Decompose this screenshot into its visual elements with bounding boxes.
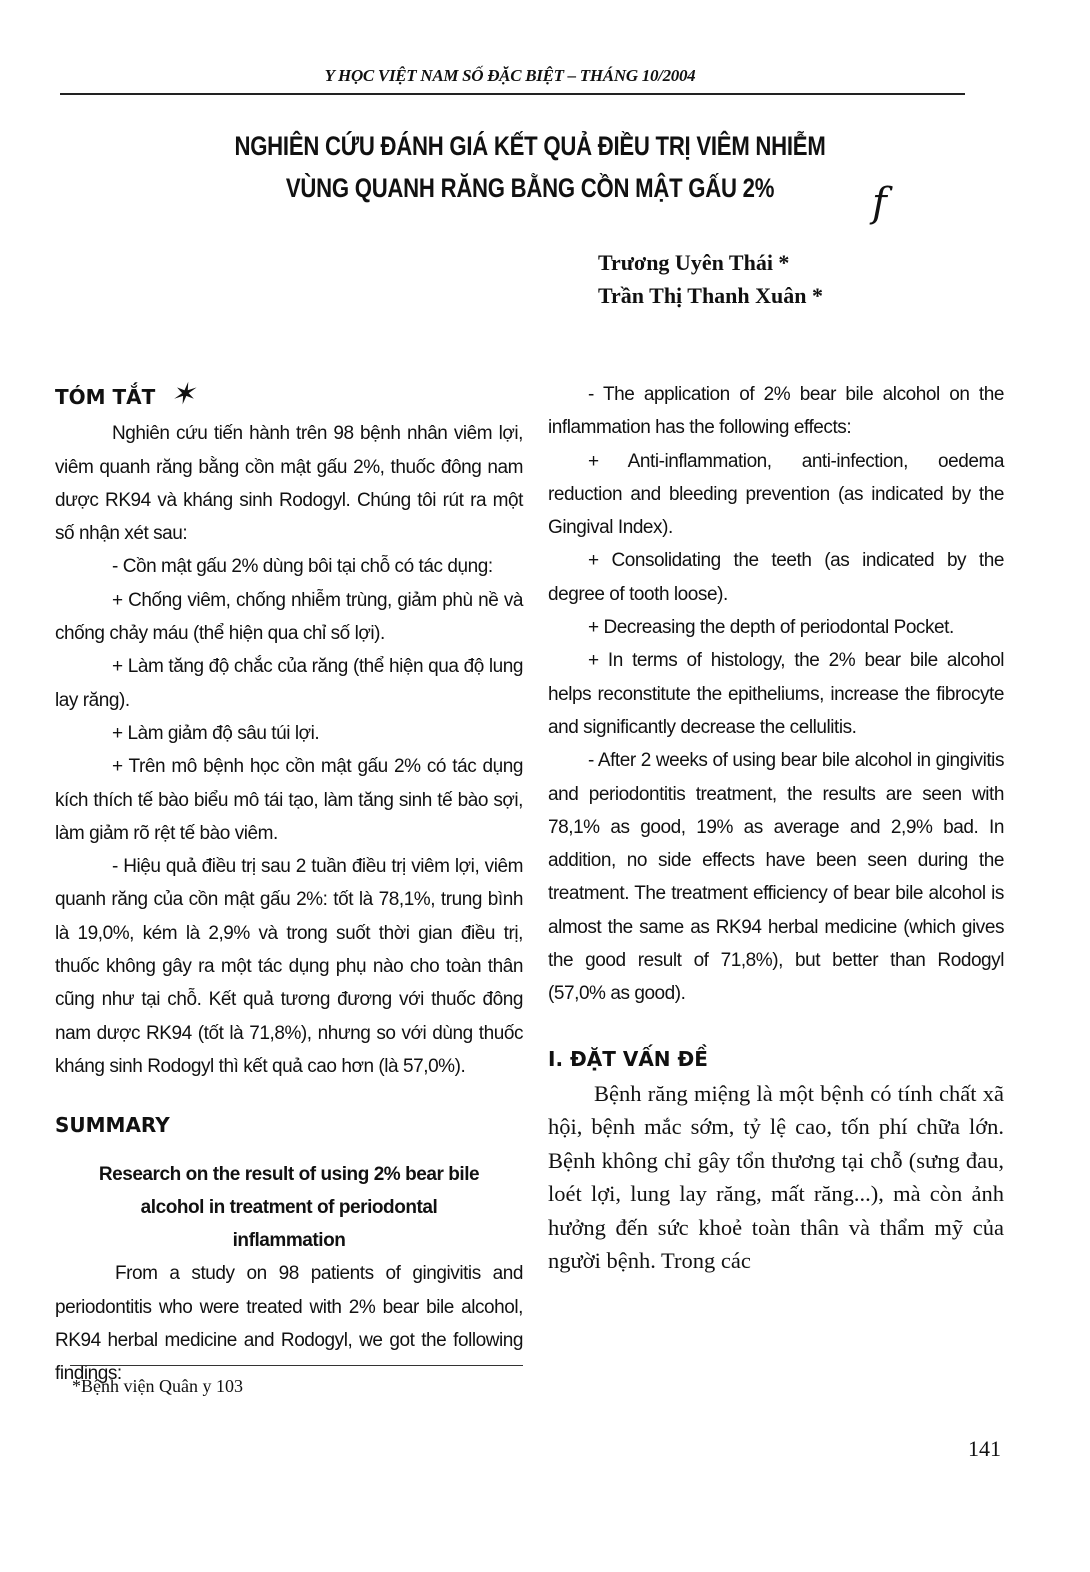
summary-paragraph: From a study on 98 patients of gingivitis and periodontitis who were treated with 2% bear bile alcohol, RK94 herbal medicine and Rodogyl, we got the following findings: bbox=[55, 1263, 523, 1385]
author: Trương Uyên Thái * bbox=[598, 250, 790, 275]
summary-heading: SUMMARY bbox=[55, 1113, 170, 1138]
summary-title: Research on the result of using 2% bear bile alcohol in treatment of periodontal inflammation bbox=[98, 1163, 480, 1252]
abstract-paragraph: + Trên mô bệnh học cồn mật gấu 2% có tác dụng kích thích tế bào biểu mô tái tạo, làm tăng sinh tế bào sợi, làm giảm rõ rệt tế bào viêm. bbox=[55, 756, 523, 844]
author: Trần Thị Thanh Xuân * bbox=[598, 283, 824, 308]
page-number: 141 bbox=[968, 1436, 1001, 1461]
abstract-paragraph: + Làm tăng độ chắc của răng (thể hiện qua độ lung lay răng). bbox=[55, 656, 523, 711]
handwritten-star-icon: ✶ bbox=[170, 377, 195, 412]
section-paragraph: Bệnh răng miệng là một bệnh có tính chất xã hội, bệnh mắc sớm, tỷ lệ cao, tốn phí chữa lớn. Bệnh không chỉ gây tổn thương tại chỗ (sưng đau, loét lợi, lung lay răng, mất răng...), mà còn ảnh hưởng đến sức khoẻ toàn thân và thẩm mỹ của người bệnh. Trong các bbox=[548, 1080, 1004, 1274]
summary-paragraph: - The application of 2% bear bile alcohol on the inflammation has the following effects: bbox=[548, 384, 1004, 439]
summary-paragraph: + Anti-inflammation, anti-infection, oedema reduction and bleeding prevention (as indicated by the Gingival Index). bbox=[548, 450, 1004, 539]
summary-paragraph: + Decreasing the depth of periodontal Pocket. bbox=[588, 617, 954, 639]
abstract-paragraph: + Làm giảm độ sâu túi lợi. bbox=[112, 722, 320, 744]
footnote-rule bbox=[70, 1365, 523, 1366]
title-line: NGHIÊN CỨU ĐÁNH GIÁ KẾT QUẢ ĐIỀU TRỊ VIÊM NHIỄM bbox=[234, 131, 826, 161]
header-rule bbox=[60, 93, 965, 95]
abstract-paragraph: + Chống viêm, chống nhiễm trùng, giảm phù nề và chống chảy máu (thể hiện qua chỉ số lợi). bbox=[55, 589, 523, 645]
summary-paragraph: - After 2 weeks of using bear bile alcohol in gingivitis and periodontitis treatment, the results are seen with 78,1% as good, 19% as average and 2,9% bad. In addition, no side effects have been seen during the treatment. The treatment efficiency of bear bile alcohol is almost the same as RK94 herbal medicine (which gives the good result of 71,8%), but better than Rodogyl (57,0% as good). bbox=[548, 750, 1004, 1005]
title-line: VÙNG QUANH RĂNG BẰNG CỒN MẬT GẤU 2% bbox=[285, 173, 775, 203]
section-heading-row bbox=[548, 1043, 1004, 1077]
abstract-paragraph: - Hiệu quả điều trị sau 2 tuần điều trị viêm lợi, viêm quanh răng của cồn mật gấu 2%: tốt là 78,1%, trung bình là 19,0%, kém là 2,9% và trong suốt thời gian điều trị, thuốc không gây ra một tác dụng phụ nào cho toàn thân cũng như tại chỗ. Kết quả tương đương với thuốc đông nam dược RK94 (tốt là 71,8%), nhưng so với dùng thuốc kháng sinh Rodogyl thì kết quả cao hơn (là 57,0%). bbox=[55, 856, 523, 1077]
summary-paragraph: + Consolidating the teeth (as indicated by the degree of tooth loose). bbox=[548, 550, 1004, 605]
handwritten-mark-icon: f bbox=[872, 180, 887, 226]
right-column bbox=[548, 378, 1004, 1278]
abstract-heading: TÓM TẮT bbox=[55, 385, 156, 409]
summary-paragraph: + In terms of histology, the 2% bear bile alcohol helps reconstitute the epitheliums, increase the fibrocyte and significantly decrease the cellulitis. bbox=[548, 650, 1004, 738]
abstract-paragraph: Nghiên cứu tiến hành trên 98 bệnh nhân viêm lợi, viêm quanh răng bằng cồn mật gấu 2%, thuốc đông nam dược RK94 và kháng sinh Rodogyl. Chúng tôi rút ra một số nhận xét sau: bbox=[55, 423, 523, 545]
article-title bbox=[202, 125, 858, 209]
left-column bbox=[55, 378, 523, 1391]
footnote: *Bệnh viện Quân y 103 bbox=[72, 1376, 243, 1396]
abstract-heading-row bbox=[55, 378, 523, 415]
section-heading: I. ĐẶT VẤN ĐỀ bbox=[548, 1046, 708, 1071]
abstract-paragraph: - Cồn mật gấu 2% dùng bôi tại chỗ có tác dụng: bbox=[112, 556, 493, 578]
summary-heading-row bbox=[55, 1109, 523, 1143]
running-header: Y HỌC VIỆT NAM SỐ ĐẶC BIỆT – THÁNG 10/2004 bbox=[324, 66, 696, 85]
authors bbox=[598, 246, 823, 312]
